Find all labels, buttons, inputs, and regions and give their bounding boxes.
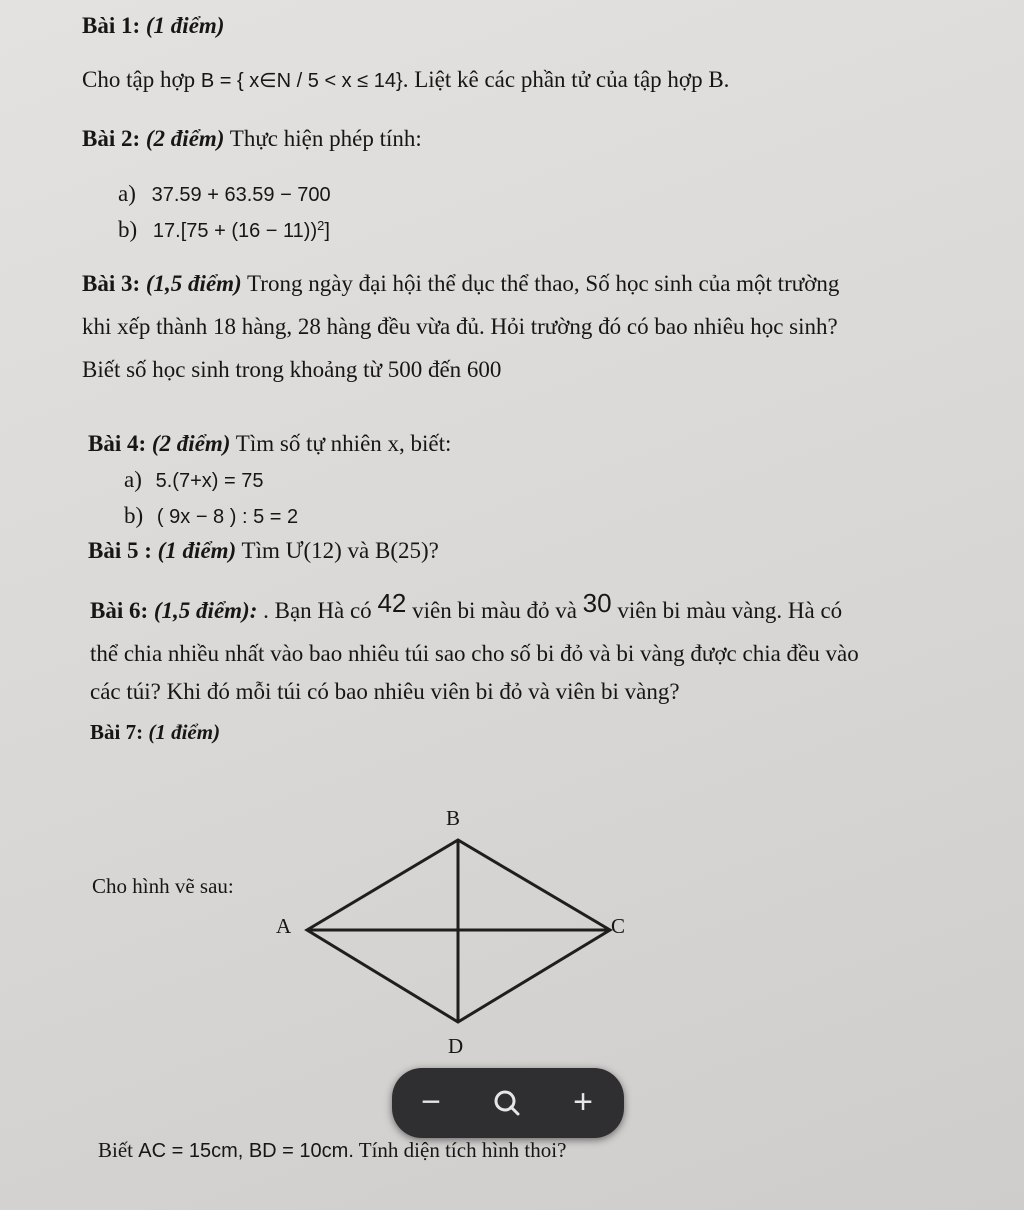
bai2-b-expr-1: 17.[75 + (16 − 11)	[152, 220, 311, 242]
bai5-points: (1 điểm)	[157, 538, 237, 563]
bai4-label: Bài 4:	[88, 431, 147, 456]
zoom-search-button[interactable]	[482, 1078, 532, 1128]
bai2-label: Bài 2:	[82, 126, 141, 151]
bai3-line3: Biết số học sinh trong khoảng từ 500 đến 600	[82, 357, 502, 382]
bai1-text-prefix: Cho tập hợp	[82, 67, 196, 92]
vertex-a-label: A	[276, 914, 292, 938]
bai3-line2: khi xếp thành 18 hàng, 28 hàng đều vừa đủ. Hỏi trường đó có bao nhiêu học sinh?	[82, 314, 838, 339]
bai2-b-exponent: 2	[317, 218, 325, 233]
bai6-points: (1,5 điểm):	[153, 598, 258, 623]
bai7-given-prefix: Biết	[98, 1138, 133, 1162]
bai4-title-text: Tìm số tự nhiên x, biết:	[235, 431, 452, 456]
bai1-label: Bài 1:	[82, 13, 141, 38]
vertex-c-label: C	[611, 914, 626, 938]
bai5-title-text: Tìm Ư(12) và B(25)?	[241, 538, 439, 563]
bai5-label: Bài 5 :	[88, 538, 152, 563]
bai2-a-label: a)	[118, 181, 136, 206]
bai2-b-label: b)	[118, 217, 138, 242]
bai1-points: (1 điểm)	[145, 13, 225, 38]
bai7-label: Bài 7:	[90, 720, 144, 744]
bai2-b-expr-2: ]	[324, 220, 330, 242]
bai6-line2: thể chia nhiều nhất vào bao nhiêu túi sao cho số bi đỏ và bi vàng được chia đều vào	[90, 641, 859, 666]
bai4-b-label: b)	[124, 503, 144, 528]
zoom-in-button[interactable]: +	[573, 1083, 593, 1121]
zoom-search-icon	[482, 1078, 532, 1128]
bai7-figure-caption: Cho hình vẽ sau:	[92, 874, 234, 898]
bai6-line3: các túi? Khi đó mỗi túi có bao nhiêu viên bi đỏ và viên bi vàng?	[90, 679, 680, 704]
bai7-points: (1 điểm)	[148, 720, 221, 744]
bai2-a-expr: 37.59 + 63.59 − 700	[151, 184, 331, 206]
bai3-label: Bài 3:	[82, 271, 141, 296]
bai7-given-expr: AC = 15cm, BD = 10cm.	[138, 1140, 354, 1162]
bai7-given	[98, 1136, 566, 1165]
bai6-label: Bài 6:	[90, 598, 149, 623]
bai4-a-expr: 5.(7+x) = 75	[155, 470, 264, 492]
bai2-item-b: b) 17.[75 + (16 − 11))$^2$]	[118, 217, 330, 242]
bai6-line1-b: viên bi màu đỏ và	[412, 598, 577, 623]
bai6-line1-a: . Bạn Hà có	[263, 598, 372, 623]
bai4-a-label: a)	[124, 467, 142, 492]
bai6-n-red: 42	[377, 588, 407, 618]
bai7-question: Tính diện tích hình thoi?	[358, 1138, 567, 1162]
vertex-d-label: D	[448, 1034, 464, 1058]
bai2-title-text: Thực hiện phép tính:	[229, 126, 422, 151]
bai4-points: (2 điểm)	[151, 431, 231, 456]
vertex-b-label: B	[446, 806, 461, 830]
bai1-set-expr: B = { x∈N / 5 < x ≤ 14}	[200, 70, 403, 92]
bai6-line1-c: viên bi màu vàng. Hà có	[617, 598, 843, 623]
bai4-b-expr: ( 9x − 8 ) : 5 = 2	[156, 506, 299, 528]
bai2-points: (2 điểm)	[145, 126, 225, 151]
zoom-toolbar	[392, 1068, 624, 1138]
bai3-points: (1,5 điểm)	[145, 271, 242, 296]
bai6-n-yellow: 30	[582, 588, 612, 618]
bai1-text-suffix: . Liệt kê các phần tử của tập hợp B.	[402, 67, 730, 92]
bai3-line1-text: Trong ngày đại hội thể dục thể thao, Số học sinh của một trường	[247, 271, 840, 296]
zoom-out-button[interactable]: −	[421, 1083, 441, 1121]
